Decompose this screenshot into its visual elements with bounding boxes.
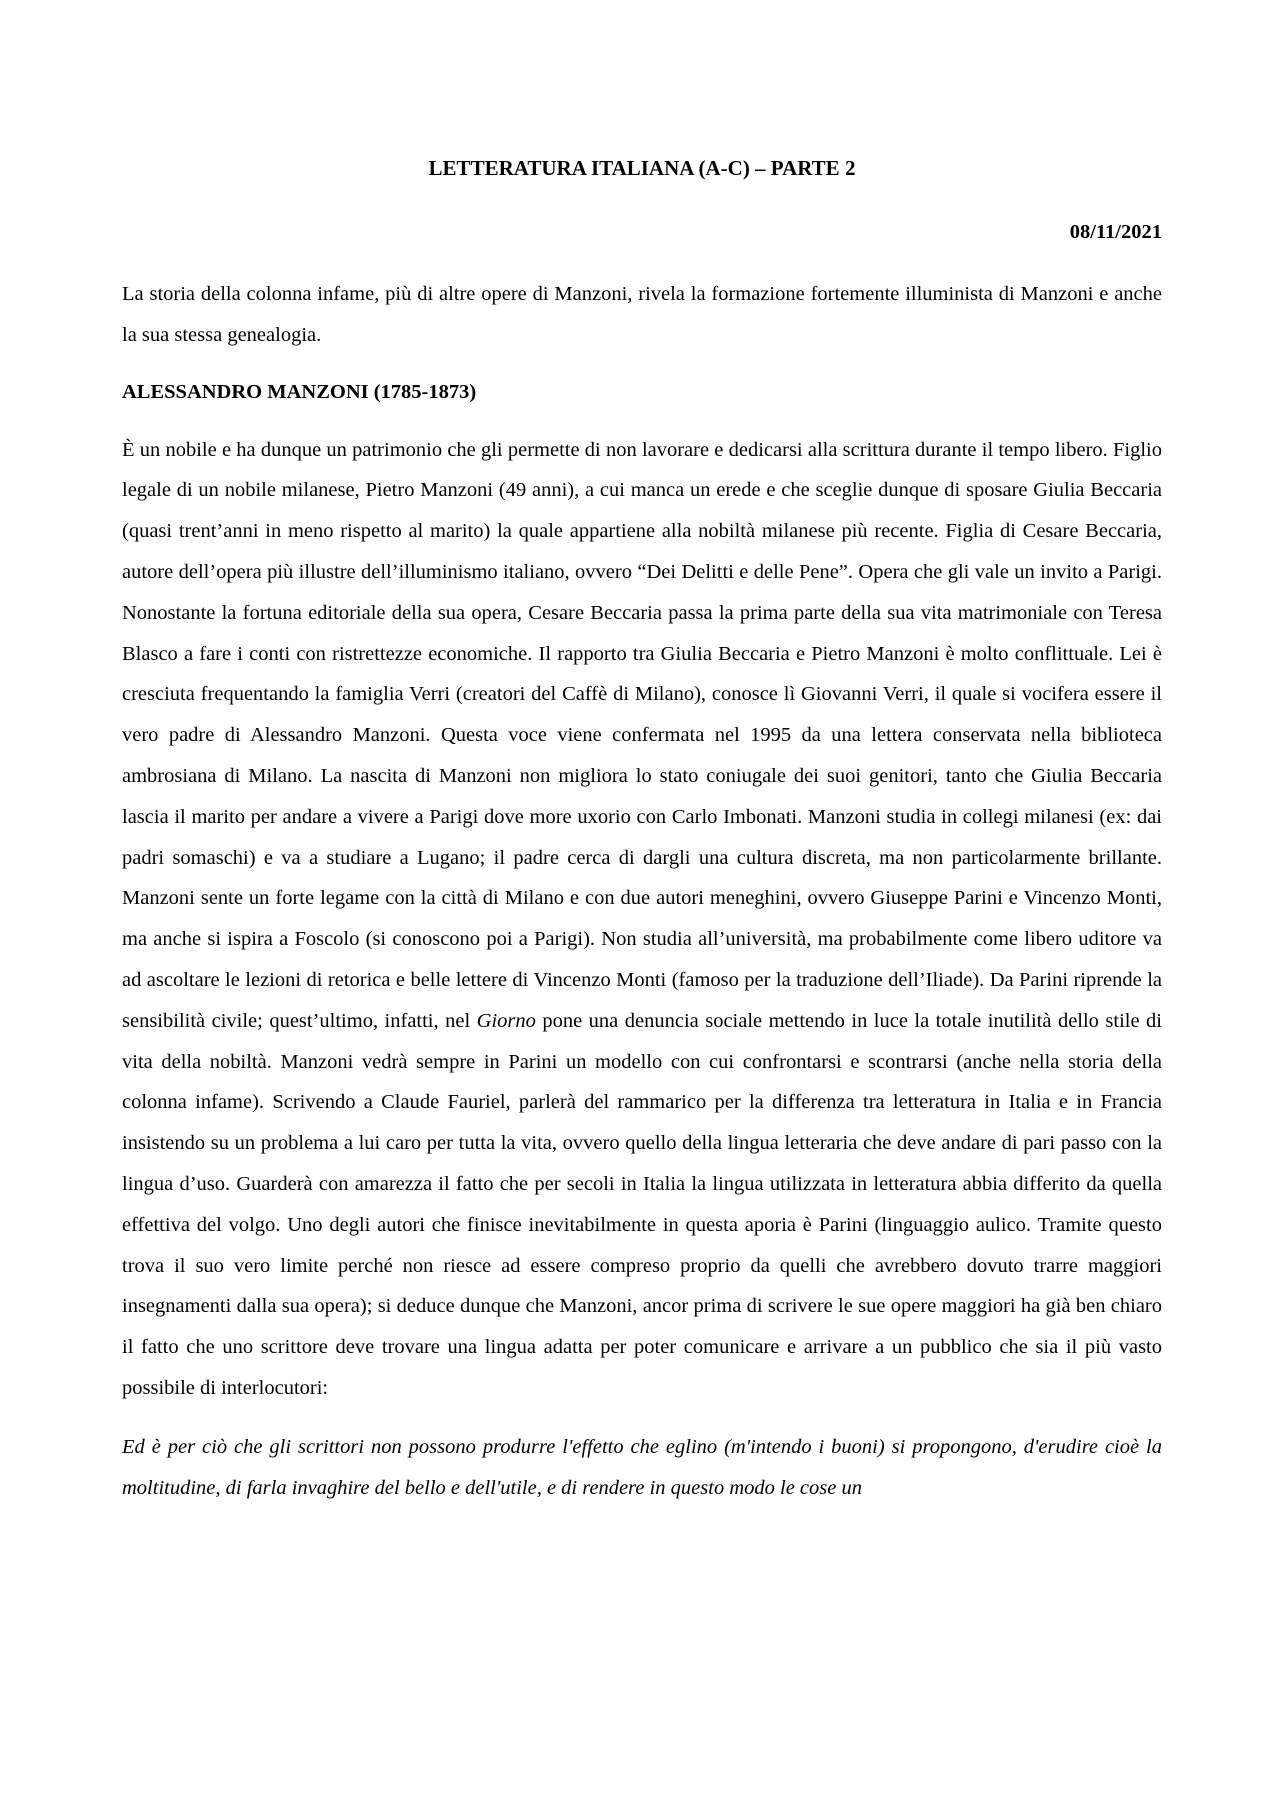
- quote-paragraph: Ed è per ciò che gli scrittori non possono produrre l'effetto che eglino (m'intendo i buoni) si propongono, d'erudire cioè la moltitudine, di farla invaghire del bello e dell'utile, e di rendere in questo modo le cose un: [122, 1435, 1162, 1499]
- page-title: LETTERATURA ITALIANA (A-C) – PARTE 2: [428, 156, 856, 180]
- body-text-part-1: È un nobile e ha dunque un patrimonio che gli permette di non lavorare e dedicarsi alla scrittura durante il tempo libero. Figlio legale di un nobile milanese, Pietro Manzoni (49 anni), a cui manca un erede e che sceglie dunque di sposare Giulia Beccaria (quasi trent’anni in meno rispetto al marito) la quale appartiene alla nobiltà milanese più recente. Figlia di Cesare Beccaria, autore dell’opera più illustre dell’illuminismo italiano, ovvero “Dei Delitti e delle Pene”. Opera che gli vale un invito a Parigi. Nonostante la fortuna editoriale della sua opera, Cesare Beccaria passa la prima parte della sua vita matrimoniale con Teresa Blasco a fare i conti con ristrettezze economiche. Il rapporto tra Giulia Beccaria e Pietro Manzoni è molto conflittuale. Lei è cresciuta frequentando la famiglia Verri (creatori del Caffè di Milano), conosce lì Giovanni Verri, il quale si vocifera essere il vero padre di Alessandro Manzoni. Questa voce viene confermata nel 1995 da una lettera conservata nella biblioteca ambrosiana di Milano. La nascita di Manzoni non migliora lo stato coniugale dei suoi genitori, tanto che Giulia Beccaria lascia il marito per andare a vivere a Parigi dove more uxorio con Carlo Imbonati. Manzoni studia in collegi milanesi (ex: dai padri somaschi) e va a studiare a Lugano; il padre cerca di dargli una cultura discreta, ma non particolarmente brillante. Manzoni sente un forte legame con la città di Milano e con due autori meneghini, ovvero Giuseppe Parini e Vincenzo Monti, ma anche si ispira a Foscolo (si conoscono poi a Parigi). Non studia all’università, ma probabilmente come libero uditore va ad ascoltare le lezioni di retorica e belle lettere di Vincenzo Monti (famoso per la traduzione dell’Iliade). Da Parini riprende la sensibilità civile; quest’ultimo, infatti, nel: [122, 438, 1162, 1032]
- intro-paragraph: La storia della colonna infame, più di altre opere di Manzoni, rivela la formazione fortemente illuminista di Manzoni e anche la sua stessa genealogia.: [122, 283, 1162, 346]
- work-title-giorno: Giorno: [476, 1009, 536, 1032]
- body-paragraph: [122, 430, 1162, 1409]
- body-text-part-2: pone una denuncia sociale mettendo in luce la totale inutilità dello stile di vita della nobiltà. Manzoni vedrà sempre in Parini un modello con cui confrontarsi e scontrarsi (anche nella storia della colonna infame). Scrivendo a Claude Fauriel, parlerà del rammarico per la differenza tra letteratura in Italia e in Francia insistendo su un problema a lui caro per tutta la vita, ovvero quello della lingua letteraria che deve andare di pari passo con la lingua d’uso. Guarderà con amarezza il fatto che per secoli in Italia la lingua utilizzata in letteratura abbia differito da quella effettiva del volgo. Uno degli autori che finisce inevitabilmente in questa aporia è Parini (linguaggio aulico. Tramite questo trova il suo vero limite perché non riesce ad essere compreso proprio da quelli che avrebbero dovuto trarre maggiori insegnamenti dalla sua opera); si deduce dunque che Manzoni, ancor prima di scrivere le sue opere maggiori ha già ben chiaro il fatto che uno scrittore deve trovare una lingua adatta per poter comunicare e arrivare a un pubblico che sia il più vasto possibile di interlocutori:: [122, 1009, 1162, 1399]
- section-heading: ALESSANDRO MANZONI (1785-1873): [122, 380, 477, 403]
- page-content: [122, 148, 1162, 1508]
- lecture-date: 08/11/2021: [1069, 221, 1162, 243]
